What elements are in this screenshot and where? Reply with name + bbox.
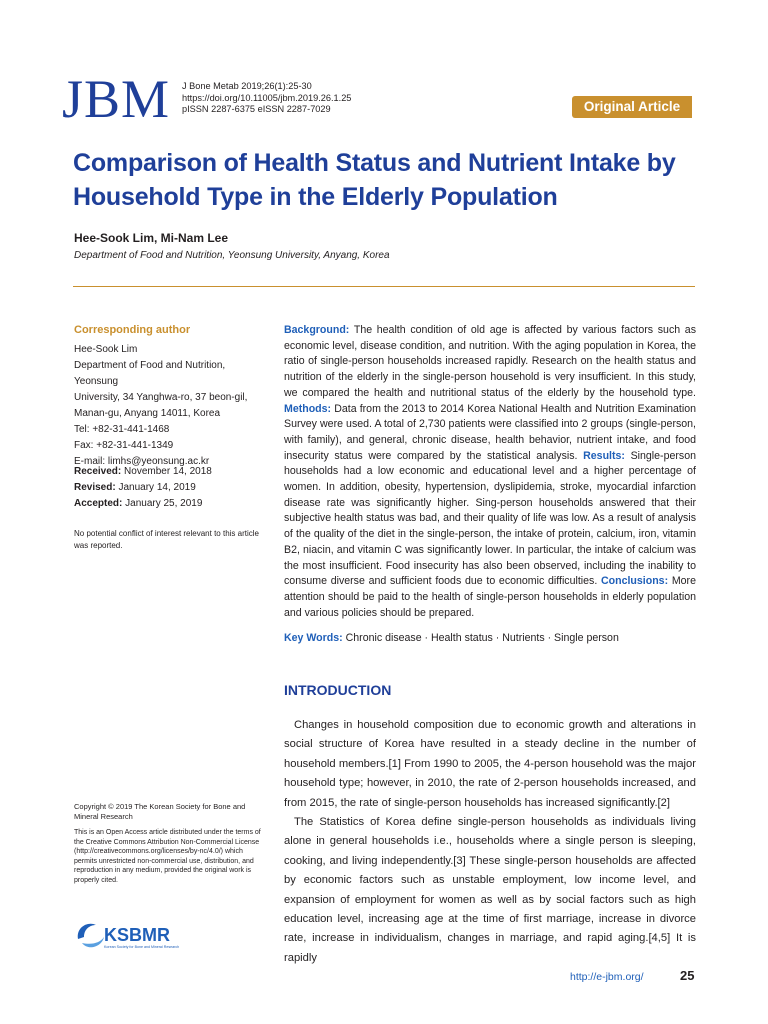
ksbmr-logo <box>74 917 194 953</box>
page-number: 25 <box>680 968 695 983</box>
keywords <box>284 632 696 644</box>
methods-label: Methods: <box>284 402 332 415</box>
results-text: Single-person households had a low economic and educational level and a higher percentage of women. In addition, obesity, hypertension, dyslipidemia, stroke, myocardial infarction disease rate was significantly higher. Sing-person households answered that their subjective health status was bad, and their quality of life was low. As a result of analysis of the quality of the diet in the single-person, the intake of protein, calcium, iron, vitamin B2, niacin, and vitamin C was significantly lower. In particular, the intake of calcium was the most insufficient. Food insecurity has also been observed, including the inability to consume diverse and sufficient foods due to economic difficulties. <box>284 449 696 588</box>
ksbmr-logo-subtext: Korean Society for Bone and Mineral Research <box>104 945 180 949</box>
corr-tel: Tel: +82-31-441-1468 <box>74 424 170 435</box>
corr-address-line: Department of Food and Nutrition, Yeonsung <box>74 360 226 387</box>
issn: pISSN 2287-6375 eISSN 2287-7029 <box>182 104 331 114</box>
keywords-text: Chronic disease · Health status · Nutrients · Single person <box>345 632 619 644</box>
conflict-statement: No potential conflict of interest relevant to this article was reported. <box>74 529 259 550</box>
article-dates <box>74 464 264 512</box>
background-label: Background: <box>284 324 350 336</box>
corr-name: Hee-Sook Lim <box>74 344 138 355</box>
intro-paragraph: The Statistics of Korea define single-person households as individuals living alone in general households i.e., households where a single person is sleeping, cooking, and living independently.[3] These single-person households are affected by economic factors such as unstable employment, low income level, and expansion of employment for women as well as by social factors such as high education level, increasing age at the time of first marriage, increase in divorce rate, increase in individualism, changes in marriage, and rapid aging.[4,5] It is rapidly <box>284 816 696 964</box>
copyright-notice: Copyright © 2019 The Korean Society for Bone and Mineral Research <box>74 802 246 821</box>
doi-link[interactable]: https://doi.org/10.11005/jbm.2019.26.1.25 <box>182 92 352 103</box>
journal-url-link[interactable]: http://e-jbm.org/ <box>570 971 644 983</box>
article-type-badge: Original Article <box>572 96 692 118</box>
affiliation: Department of Food and Nutrition, Yeonsung University, Anyang, Korea <box>74 250 390 261</box>
license-text: This is an Open Access article distributed under the terms of the Creative Commons Attribution Non-Commercial License (http://creativecommons.org/licenses/by-nc/4.0/) which permits unrestricted non-commercial use, distribution, and reproduction in any medium, provided the original work is properly cited. <box>74 829 261 884</box>
corresponding-author-details <box>74 342 264 470</box>
corr-address-line: Manan-gu, Anyang 14011, Korea <box>74 408 221 419</box>
journal-citation: J Bone Metab 2019;26(1):25-30 <box>182 81 312 91</box>
header-divider <box>73 286 695 287</box>
revised-date: Revised: January 14, 2019 <box>74 482 196 493</box>
results-label: Results: <box>583 449 625 462</box>
conclusions-text: More attention should be paid to the health of single-person households in elderly population and various policies should be prepared. <box>284 575 696 619</box>
article-title: Comparison of Health Status and Nutrient Intake by Household Type in the Elderly Population <box>73 149 676 211</box>
introduction-body <box>284 716 696 968</box>
background-text: The health condition of old age is affected by various factors such as economic level, disease condition, and nutrition. With the aging population in Korea, the ratio of single-person households increased rapidly. Research on the health status and nutrition of the elderly in the single-person household is very insufficient. In this study, we compared the health and nutritional status of the elderly by the household type. <box>284 324 696 399</box>
ksbmr-logo-text: KSBMR <box>104 925 170 945</box>
corr-email[interactable]: E-mail: limhs@yeonsung.ac.kr <box>74 456 210 467</box>
journal-info <box>182 81 351 116</box>
conclusions-label: Conclusions: <box>601 575 669 588</box>
accepted-date: Accepted: January 25, 2019 <box>74 498 203 509</box>
abstract <box>284 323 696 621</box>
corresponding-author-heading: Corresponding author <box>74 324 191 336</box>
corr-fax: Fax: +82-31-441-1349 <box>74 440 174 451</box>
received-date: Received: November 14, 2018 <box>74 466 212 477</box>
authors: Hee-Sook Lim, Mi-Nam Lee <box>74 231 229 245</box>
corr-address-line: University, 34 Yanghwa-ro, 37 beon-gil, <box>74 392 248 403</box>
intro-paragraph: Changes in household composition due to economic growth and alterations in social structure of Korea have resulted in a steady decline in the number of household members.[1] From 1990 to 2005, the 4-person household was the major household type; however, in 2010, the rate of 2-person households increased, and from 2015, the rate of single-person households has increased significantly.[2] <box>284 719 696 809</box>
methods-text: Data from the 2013 to 2014 Korea National Health and Nutrition Examination Survey were used. A total of 2,730 patients were classified into 2 groups (single-person, with family), and general, chronic disease, health behavior, nutrient intake, and food insecurity status were compared by the statistical analysis. <box>284 402 696 462</box>
introduction-heading: INTRODUCTION <box>284 682 392 698</box>
journal-logo: JBM <box>62 69 171 129</box>
keywords-label: Key Words: <box>284 632 343 644</box>
